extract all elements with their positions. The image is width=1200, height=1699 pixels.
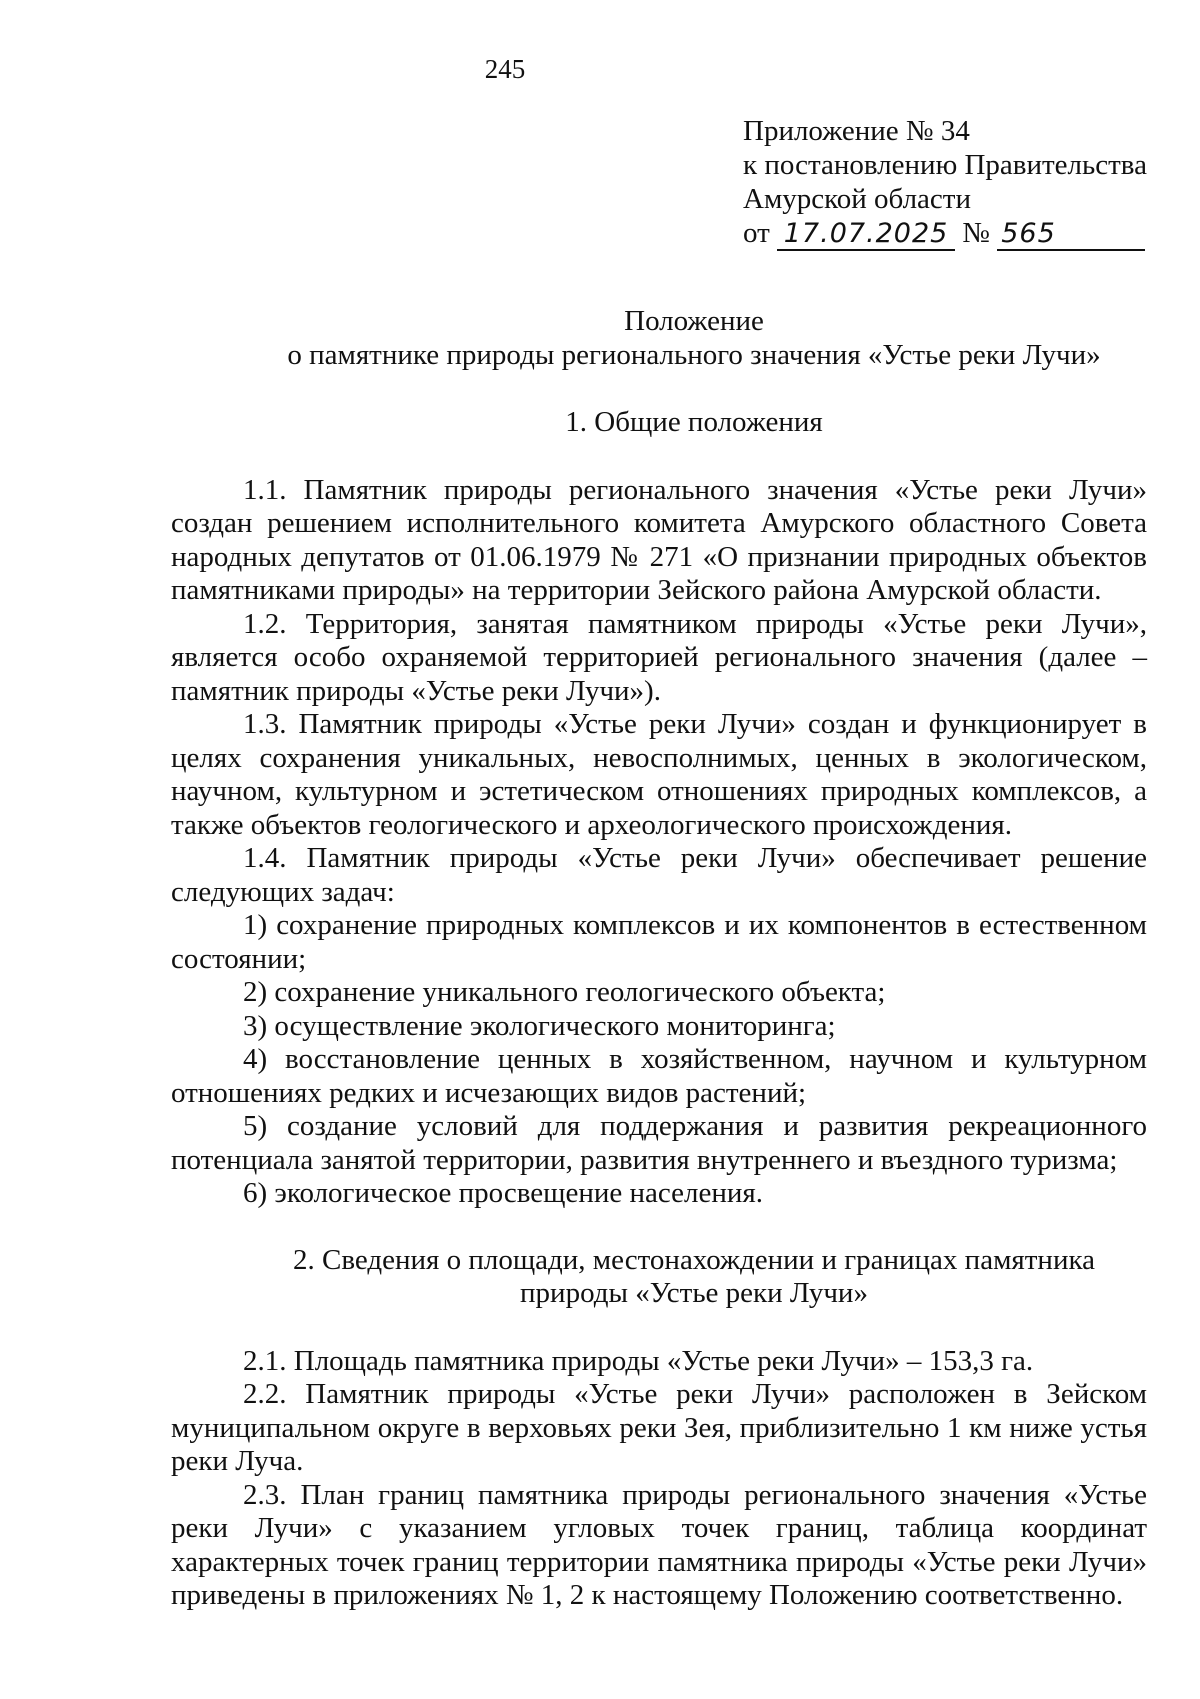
handwritten-date: 17.07.2025 xyxy=(777,219,955,251)
paragraph-2-2: 2.2. Памятник природы «Устье реки Лучи» расположен в Зейском муниципальном округе в верховьях реки Зея, приблизительно 1 км ниже устья реки Луча. xyxy=(171,1378,1147,1477)
document-subtitle: о памятнике природы регионального значения «Устье реки Лучи» xyxy=(287,338,1101,371)
task-item-5: 5) создание условий для поддержания и развития рекреационного потенциала занятой территории, развития внутреннего и въездного туризма; xyxy=(171,1110,1147,1176)
task-item-2: 2) сохранение уникального геологического объекта; xyxy=(243,976,886,1008)
appendix-date-line xyxy=(743,216,1147,251)
from-label: от xyxy=(743,217,770,249)
appendix-number: Приложение № 34 xyxy=(743,115,970,147)
paragraph-1-3: 1.3. Памятник природы «Устье реки Лучи» создан и функционирует в целях сохранения уникальных, невосполнимых, ценных в экологическом, научном, культурном и эстетическом отношениях природных комплексов, а также объектов геологического и археологического происхождения. xyxy=(171,708,1147,841)
section-2-heading: 2. Сведения о площади, местонахождении и границах памятника xyxy=(292,1243,1095,1276)
handwritten-number: 565 xyxy=(997,219,1145,251)
page-number: 245 xyxy=(484,54,526,84)
section-2-heading-cont: природы «Устье реки Лучи» xyxy=(520,1277,868,1309)
task-item-1: 1) сохранение природных комплексов и их компонентов в естественном состоянии; xyxy=(171,909,1147,975)
paragraph-1-1: 1.1. Памятник природы регионального значения «Устье реки Лучи» создан решением исполнительного комитета Амурского областного Совета народных депутатов от 01.06.1979 № 271 «О признании природных объектов памятниками природы» на территории Зейского района Амурской области. xyxy=(171,473,1147,606)
task-item-6: 6) экологическое просвещение населения. xyxy=(243,1177,763,1209)
appendix-header xyxy=(743,114,1147,251)
document-body xyxy=(171,305,1147,1613)
section-1-heading: 1. Общие положения xyxy=(565,406,823,438)
number-label: № xyxy=(962,217,990,249)
task-item-4: 4) восстановление ценных в хозяйственном, научном и культурном отношениях редких и исчезающих видов растений; xyxy=(171,1043,1147,1109)
appendix-resolution: к постановлению Правительства xyxy=(743,149,1147,181)
document-title: Положение xyxy=(624,305,764,337)
paragraph-2-3: 2.3. План границ памятника природы регионального значения «Устье реки Лучи» с указанием угловых точек границ, таблица координат характерных точек границ территории памятника природы «Устье реки Лучи» приведены в приложениях № 1, 2 к настоящему Положению соответственно. xyxy=(171,1478,1147,1611)
paragraph-2-1: 2.1. Площадь памятника природы «Устье реки Лучи» – 153,3 га. xyxy=(243,1344,1034,1377)
paragraph-1-4: 1.4. Памятник природы «Устье реки Лучи» обеспечивает решение следующих задач: xyxy=(171,842,1147,908)
task-item-3: 3) осуществление экологического мониторинга; xyxy=(243,1009,836,1042)
appendix-region: Амурской области xyxy=(743,183,971,215)
paragraph-1-2: 1.2. Территория, занятая памятником природы «Устье реки Лучи», является особо охраняемой территорией регионального значения (далее – памятник природы «Устье реки Лучи»). xyxy=(171,607,1147,707)
